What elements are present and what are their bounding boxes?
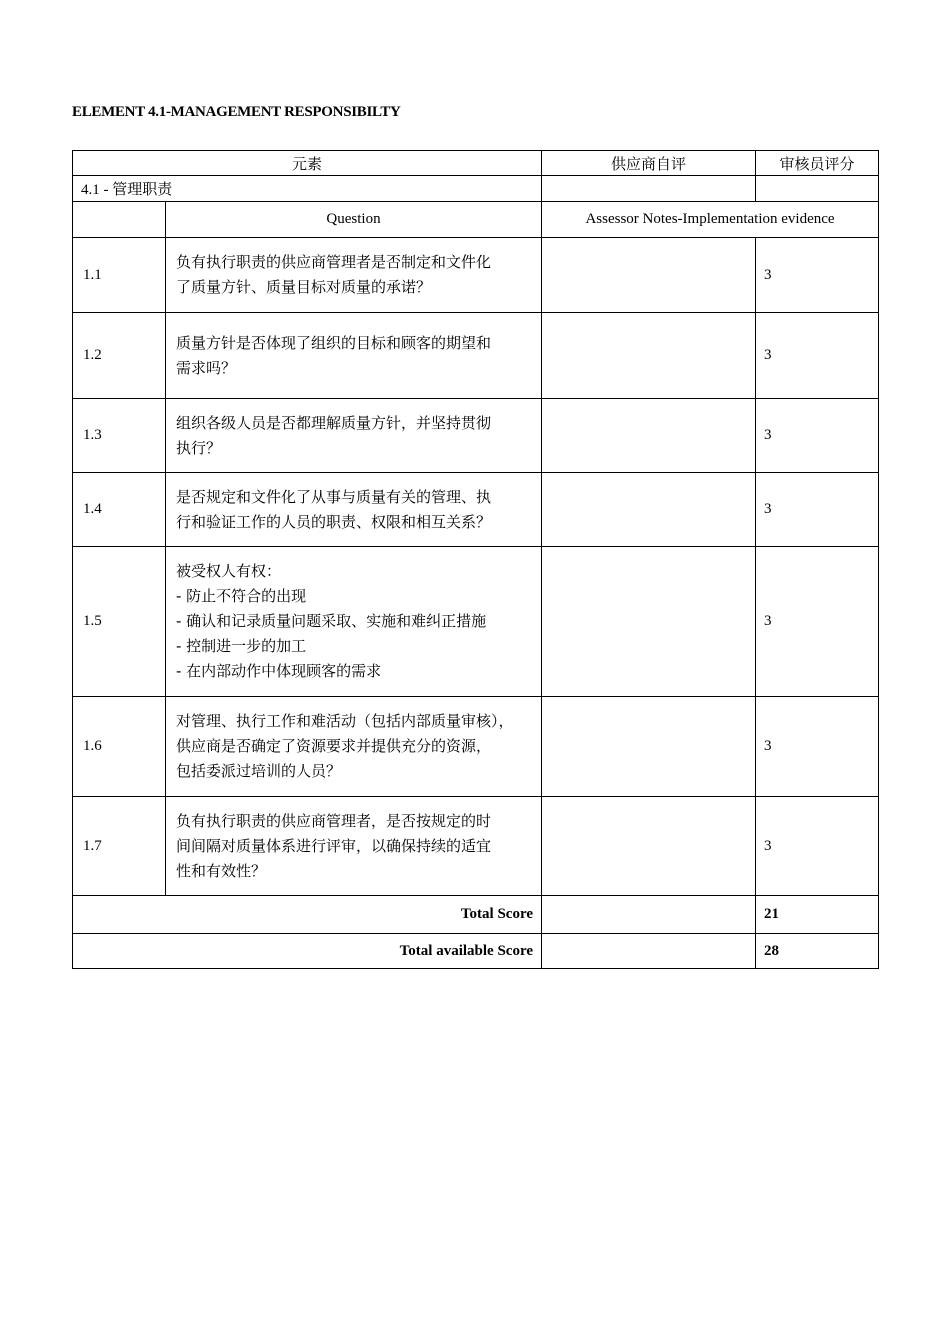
assessor-notes-cell[interactable] [542,238,756,313]
question-number: 1.7 [73,797,166,896]
page-title: ELEMENT 4.1-MANAGEMENT RESPONSIBILTY [72,104,401,120]
assessor-notes-cell[interactable] [542,797,756,896]
question-text [166,697,542,797]
question-number: 1.6 [73,697,166,797]
question-line: - 确认和记录质量问题采取、实施和难纠正措施 [176,612,487,630]
question-line: 包括委派过培训的人员？ [176,762,342,780]
question-line: 对管理、执行工作和难活动（包括内部质量审核）， [176,712,514,730]
question-line: 执行？ [176,438,222,457]
table-row [73,797,879,896]
header-element: 元素 [73,151,542,176]
question-number: 1.1 [73,238,166,313]
table-row [73,399,879,473]
section-auditor-cell[interactable] [756,176,879,202]
header-auditor-score: 审核员评分 [756,151,879,176]
total-score-row [73,896,879,934]
assessor-notes-cell[interactable] [542,473,756,547]
question-number: 1.2 [73,313,166,399]
available-score-label: Total available Score [73,934,542,969]
auditor-score-cell: 3 [756,697,879,797]
available-score-row [73,934,879,969]
table-row [73,547,879,697]
section-supplier-cell[interactable] [542,176,756,202]
auditor-score-cell: 3 [756,797,879,896]
table-row [73,473,879,547]
total-score-label: Total Score [73,896,542,934]
header-supplier-self: 供应商自评 [542,151,756,176]
question-text [166,313,542,399]
assessor-notes-cell[interactable] [542,313,756,399]
question-line: - 控制进一步的加工 [176,637,307,655]
question-line: - 在内部动作中体现顾客的需求 [176,662,382,680]
question-line: 负有执行职责的供应商管理者是否制定和文件化 [176,253,492,271]
available-score-value: 28 [756,934,879,969]
assessor-notes-cell[interactable] [542,697,756,797]
section-row [73,176,879,202]
question-text [166,399,542,473]
question-line: 需求吗？ [176,358,237,377]
question-number: 1.3 [73,399,166,473]
subheader-row [73,202,879,238]
question-number: 1.5 [73,547,166,697]
subheader-blank [73,202,166,238]
question-rows [73,238,879,896]
table-row [73,313,879,399]
question-line: 了质量方针、质量目标对质量的承诺？ [176,278,432,296]
section-label: 4.1 - 管理职责 [73,176,542,202]
header-row [73,151,879,176]
subheader-assessor-notes: Assessor Notes-Implementation evidence [542,202,879,238]
auditor-score-cell: 3 [756,547,879,697]
auditor-score-cell: 3 [756,313,879,399]
question-line: 间间隔对质量体系进行评审，以确保持续的适宜 [176,836,492,855]
question-text [166,473,542,547]
total-score-notes[interactable] [542,896,756,934]
question-line: 供应商是否确定了资源要求并提供充分的资源， [176,737,492,755]
question-line: 质量方针是否体现了组织的目标和顾客的期望和 [176,333,492,352]
auditor-score-cell: 3 [756,238,879,313]
question-line: 行和验证工作的人员的职责、权限和相互关系？ [176,512,492,531]
question-line: 是否规定和文件化了从事与质量有关的管理、执 [176,487,492,506]
question-line: - 防止不符合的出现 [176,587,307,605]
question-text [166,547,542,697]
available-score-notes[interactable] [542,934,756,969]
assessor-notes-cell[interactable] [542,399,756,473]
assessment-table [72,150,879,969]
subheader-question: Question [166,202,542,238]
question-line: 性和有效性？ [176,861,267,880]
question-line: 负有执行职责的供应商管理者，是否按规定的时 [176,811,492,830]
question-text [166,797,542,896]
total-score-value: 21 [756,896,879,934]
question-line: 被受权人有权： [176,562,282,580]
question-line: 组织各级人员是否都理解质量方针，并坚持贯彻 [176,413,492,432]
question-text [166,238,542,313]
auditor-score-cell: 3 [756,399,879,473]
auditor-score-cell: 3 [756,473,879,547]
table-row [73,238,879,313]
table-row [73,697,879,797]
assessor-notes-cell[interactable] [542,547,756,697]
question-number: 1.4 [73,473,166,547]
